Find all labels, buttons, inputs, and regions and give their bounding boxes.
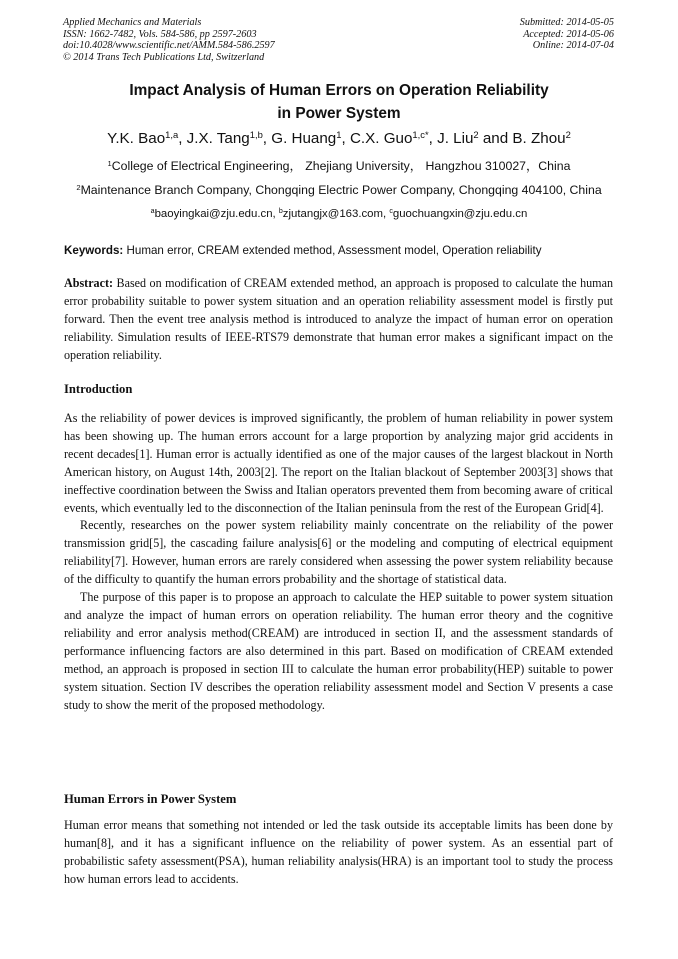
accepted-date: Accepted: 2014-05-06 [523, 28, 614, 40]
author: G. Huang$^1$, [271, 128, 350, 147]
journal-header [63, 17, 275, 63]
affiliation-1: $^1$College of Electrical Engineering， Zhejiang University， Hangzhou 310027，China [107, 158, 571, 173]
abstract-label: Abstract: [64, 276, 114, 290]
issn-line: ISSN: 1662-7482, Vols. 584-586, pp 2597-2603 [63, 28, 257, 40]
paper-title-line-2: in Power System [277, 105, 401, 122]
affiliation-2: $^2$Maintenance Branch Company, Chongqing Electric Power Company, Chongqing 404100, China [76, 182, 602, 197]
section-heading-human-errors: Human Errors in Power System [64, 792, 237, 806]
paper-title-line-1: Impact Analysis of Human Errors on Operation Reliability [129, 82, 549, 99]
abstract [64, 275, 613, 365]
author: J.X. Tang$^{1,b}$, [186, 128, 272, 147]
author: C.X. Guo$^{1,c*}$, [349, 128, 438, 147]
author: B. Zhou$^2$ [512, 128, 571, 147]
copyright-line: © 2014 Trans Tech Publications Ltd, Switzerland [63, 51, 265, 63]
keywords-text: Human error, CREAM extended method, Assessment model, Operation reliability [123, 244, 542, 257]
keywords-label: Keywords: [64, 244, 124, 257]
human-errors-body [64, 817, 613, 889]
submitted-date: Submitted: 2014-05-05 [519, 17, 614, 28]
paragraph: Human error means that something not intended or led the task outside its acceptable limits has been done by human[8], and it has a significant influence on the reliability of power system. As an essential part of probabilistic safety assessment(PSA), human reliability analysis(HRA) is an important tool to study the process how human errors lead to accidents. [64, 818, 613, 886]
author: Y.K. Bao$^{1,a}$, [107, 128, 187, 147]
online-date: Online: 2014-07-04 [532, 40, 614, 52]
keywords [64, 243, 624, 258]
paragraph: As the reliability of power devices is improved significantly, the problem of human reliability in power system has been showing up. The human errors account for a large proportion by analyzing major grid accidents in recent decades[1]. Human error is actually identified as one of the major causes of the largest blackout in North American history, on August 14th, 2003[2]. The report on the Italian blackout of September 2003[3] shows that ineffective coordination between the Swiss and Italian operators prevented them from becoming aware of critical events, which eventually led to the disconnection of the Italian peninsula from the rest of the European Grid[4]. [64, 411, 613, 515]
author-emails: $^a$baoyingkai@zju.edu.cn, $^b$zjutangjx@163.com, $^c$guochuangxin@zju.edu.cn [150, 208, 528, 220]
author: J. Liu$^2$ and [437, 128, 513, 147]
journal-name: Applied Mechanics and Materials [63, 17, 202, 28]
section-heading-introduction: Introduction [64, 382, 133, 396]
introduction-body [64, 410, 613, 714]
author-list [0, 129, 678, 149]
abstract-text: Based on modification of CREAM extended method, an approach is proposed to calculate the human error probability suitable to power system situation and an operation reliability assessment model is firstly put forward. Then the event tree analysis method is introduced to analyze the impact of human error on operation reliability. Simulation results of IEEE-RTS79 demonstrate that human error makes a significant impact on the operation reliability. [64, 276, 613, 362]
dates-header [520, 17, 614, 52]
paragraph: The purpose of this paper is to propose an approach to calculate the HEP suitable to power system situation and analyze the impact of human errors on operation reliability. The human error theory and the cognitive reliability and error analysis method(CREAM) are introduced in section II, and the assessment standards of performance influencing factors are also determined in this part. Based on modification of CREAM extended method, an approach is proposed in section III to calculate the human error probability(HEP) suitable to power system situation. Section IV describes the operation reliability assessment model and Section V presents a case study to show the merit of the proposed methodology. [64, 590, 613, 712]
doi-line: doi:10.4028/www.scientific.net/AMM.584-586.2597 [63, 40, 275, 52]
paragraph: Recently, researches on the power system reliability mainly concentrate on the reliability of the power transmission grid[5], the cascading failure analysis[6] or the modeling and computing of electrical equipment reliability[7]. However, human errors are rarely considered when assessing the power system reliability because of the difficulty to quantify the human errors probability and the shortage of statistical data. [64, 518, 613, 587]
